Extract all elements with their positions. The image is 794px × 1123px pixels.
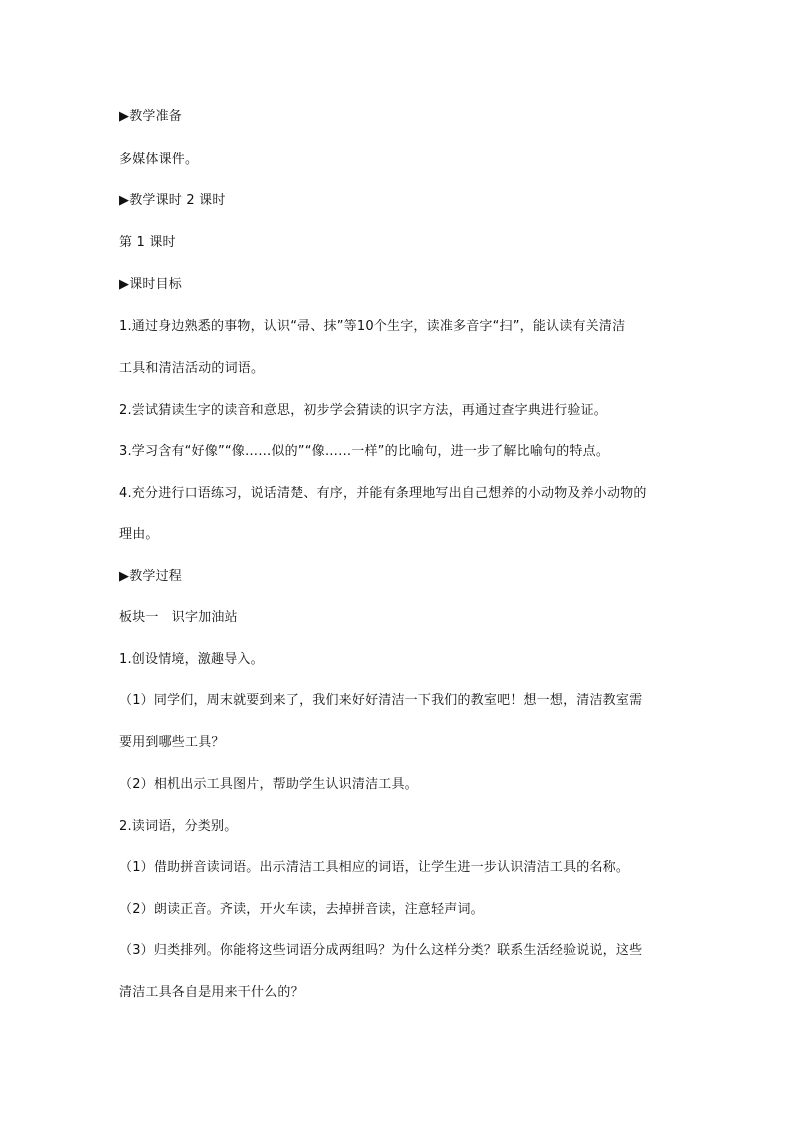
objective-3: 3.学习含有“好像”“像……似的”“像……一样”的比喻句，进一步了解比喻句的特点。: [119, 444, 610, 459]
step-1-item-1-line-2: 要用到哪些工具？: [119, 735, 225, 750]
objective-4-line-2: 理由。: [119, 527, 159, 542]
step-2-item-1: （1）借助拼音读词语。出示清洁工具相应的词语，让学生进一步认识清洁工具的名称。: [119, 860, 630, 875]
section-heading-objectives: ▶课时目标: [119, 277, 182, 292]
section-heading-process: ▶教学过程: [119, 569, 182, 584]
step-2: 2.读词语，分类别。: [119, 819, 238, 834]
objective-4-line-1: 4.充分进行口语练习，说话清楚、有序，并能有条理地写出自己想养的小动物及养小动物的: [119, 486, 647, 501]
step-1: 1.创设情境，激趣导入。: [119, 652, 264, 667]
period-title: 第 1 课时: [119, 235, 176, 250]
block-title: 板块一 识字加油站: [119, 610, 238, 625]
step-2-item-3-line-2: 清洁工具各自是用来干什么的？: [119, 985, 304, 1000]
section-heading-preparation: ▶教学准备: [119, 109, 182, 124]
objective-1-line-2: 工具和清洁活动的词语。: [119, 361, 265, 376]
section-heading-periods: ▶教学课时 2 课时: [119, 193, 226, 208]
step-2-item-2: （2）朗读正音。齐读，开火车读，去掉拼音读，注意轻声词。: [119, 902, 484, 917]
objective-2: 2.尝试猜读生字的读音和意思，初步学会猜读的识字方法，再通过查字典进行验证。: [119, 403, 608, 418]
objective-1-line-1: 1.通过身边熟悉的事物，认识“帚、抹”等10个生字，读准多音字“扫”，能认读有关清洁: [119, 319, 626, 334]
step-1-item-1-line-1: （1）同学们，周末就要到来了，我们来好好清洁一下我们的教室吧！想一想，清洁教室需: [119, 693, 643, 708]
step-2-item-3-line-1: （3）归类排列。你能将这些词语分成两组吗？为什么这样分类？联系生活经验说说，这些: [119, 943, 643, 958]
step-1-item-2: （2）相机出示工具图片，帮助学生认识清洁工具。: [119, 777, 418, 792]
paragraph-materials: 多媒体课件。: [119, 152, 199, 167]
